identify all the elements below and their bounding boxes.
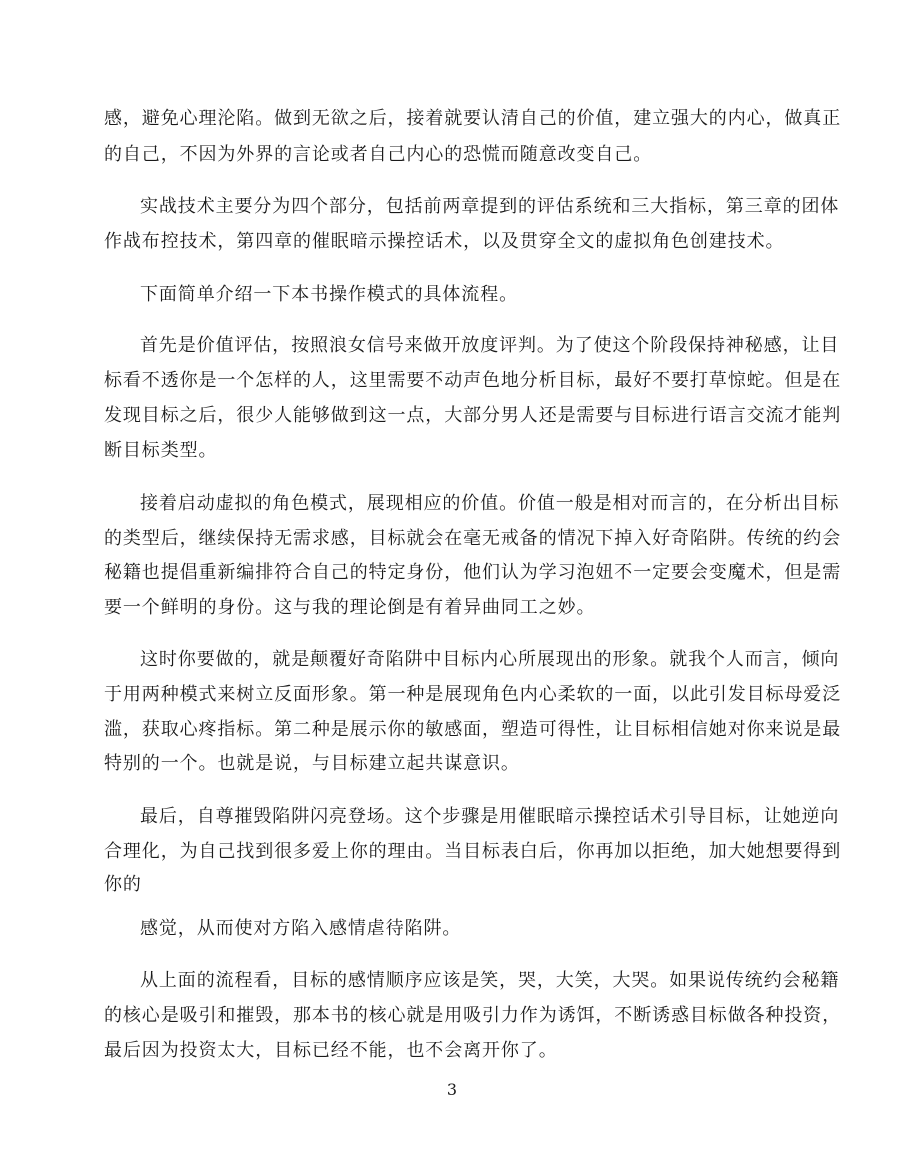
paragraph-line: 标看不透你是一个怎样的人，这里需要不动声色地分析目标，最好不要打草惊蛇。但是在 (104, 370, 842, 391)
paragraph-line: 秘籍也提倡重新编排符合自己的特定身份，他们认为学习泡妞不一定要会变魔术，但是需 (104, 562, 842, 583)
paragraph-line: 首先是价值评估，按照浪女信号来做开放度评判。为了使这个阶段保持神秘感，让目 (140, 335, 840, 356)
paragraph-line: 感觉，从而使对方陷入感情虐待陷阱。 (140, 918, 462, 939)
paragraph-line: 合理化，为自己找到很多爱上你的理由。当目标表白后，你再加以拒绝，加大她想要得到 (104, 841, 842, 862)
paragraph-line: 最后因为投资太大，目标已经不能，也不会离开你了。 (104, 1040, 558, 1061)
paragraph-line: 从上面的流程看，目标的感情顺序应该是笑，哭，大笑，大哭。如果说传统约会秘籍 (140, 970, 840, 991)
paragraph-line: 于用两种模式来树立反面形象。第一种是展现角色内心柔软的一面，以此引发目标母爱泛 (104, 684, 842, 705)
paragraph-line: 你的 (104, 874, 142, 895)
paragraph-line: 的类型后，继续保持无需求感，目标就会在毫无戒备的情况下掉入好奇陷阱。传统的约会 (104, 528, 842, 549)
paragraph-line: 断目标类型。 (104, 440, 218, 461)
paragraph-line: 的核心是吸引和摧毁，那本书的核心就是用吸引力作为诱饵，不断诱惑目标做各种投资， (104, 1005, 842, 1026)
paragraph-line: 接着启动虚拟的角色模式，展现相应的价值。价值一般是相对而言的，在分析出目标 (140, 493, 840, 514)
paragraph-line: 特别的一个。也就是说，与目标建立起共谋意识。 (104, 753, 520, 774)
paragraph-line: 感，避免心理沦陷。做到无欲之后，接着就要认清自己的价值，建立强大的内心，做真正 (104, 108, 842, 129)
paragraph-line: 最后，自尊摧毁陷阱闪亮登场。这个步骤是用催眠暗示操控话术引导目标，让她逆向 (140, 806, 840, 827)
paragraph-line: 下面简单介绍一下本书操作模式的具体流程。 (140, 284, 518, 305)
paragraph-line: 滥，获取心疼指标。第二种是展示你的敏感面，塑造可得性，让目标相信她对你来说是最 (104, 719, 842, 740)
paragraph-line: 要一个鲜明的身份。这与我的理论倒是有着异曲同工之妙。 (104, 597, 596, 618)
paragraph-line: 实战技术主要分为四个部分，包括前两章提到的评估系统和三大指标，第三章的团体 (140, 196, 840, 217)
paragraph-line: 的自己，不因为外界的言论或者自己内心的恐慌而随意改变自己。 (104, 144, 653, 165)
page-number: 3 (446, 1080, 458, 1099)
paragraph-line: 这时你要做的，就是颠覆好奇陷阱中目标内心所展现出的形象。就我个人而言，倾向 (140, 649, 840, 670)
paragraph-line: 发现目标之后，很少人能够做到这一点，大部分男人还是需要与目标进行语言交流才能判 (104, 405, 842, 426)
paragraph-line: 作战布控技术，第四章的催眠暗示操控话术，以及贯穿全文的虚拟角色创建技术。 (104, 231, 785, 252)
